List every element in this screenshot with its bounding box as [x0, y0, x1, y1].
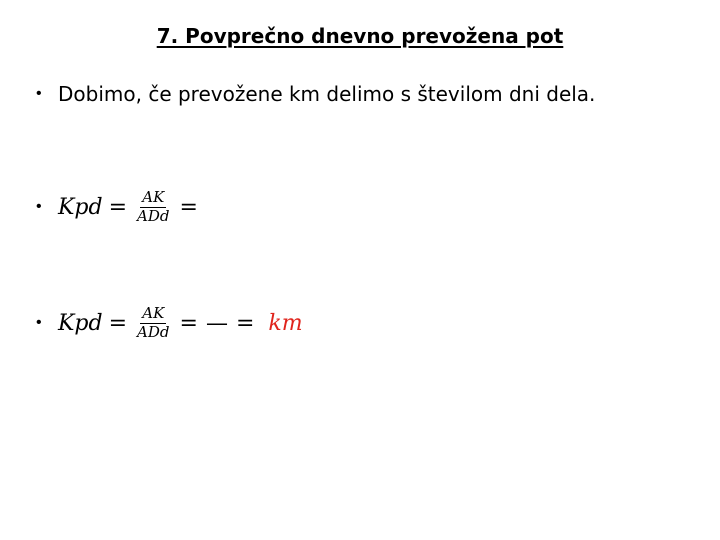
definition-text: Dobimo, če prevožene km delimo s številom dni dela. — [58, 82, 596, 106]
formula-lhs: Kpd — [58, 310, 103, 336]
fraction-denominator: ADd — [137, 206, 170, 225]
formula — [58, 190, 204, 225]
bullet-dot-icon: • — [36, 198, 42, 216]
fraction-denominator: ADd — [137, 322, 170, 341]
equals-sign: = — [235, 310, 255, 336]
bullet-item-definition — [36, 82, 595, 106]
unit-km: km — [268, 310, 303, 336]
slide-title: 7. Povprečno dnevno prevožena pot — [156, 24, 564, 48]
formula-with-unit — [58, 306, 303, 341]
equals-sign: = — [179, 194, 198, 220]
equals-sign: = — [108, 194, 128, 220]
equals-sign: = — [179, 310, 198, 336]
bullet-item-formula — [36, 190, 204, 225]
empty-fraction-bar: — — [205, 310, 228, 336]
bullet-dot-icon: • — [36, 85, 42, 102]
fraction-numerator: AK — [142, 188, 165, 206]
bullet-dot-icon: • — [36, 314, 42, 332]
formula-lhs: Kpd — [58, 194, 103, 220]
bullet-item-formula-unit — [36, 306, 303, 341]
fraction — [135, 306, 171, 341]
equals-sign: = — [108, 310, 128, 336]
fraction-numerator: AK — [142, 304, 165, 322]
fraction — [135, 190, 171, 225]
